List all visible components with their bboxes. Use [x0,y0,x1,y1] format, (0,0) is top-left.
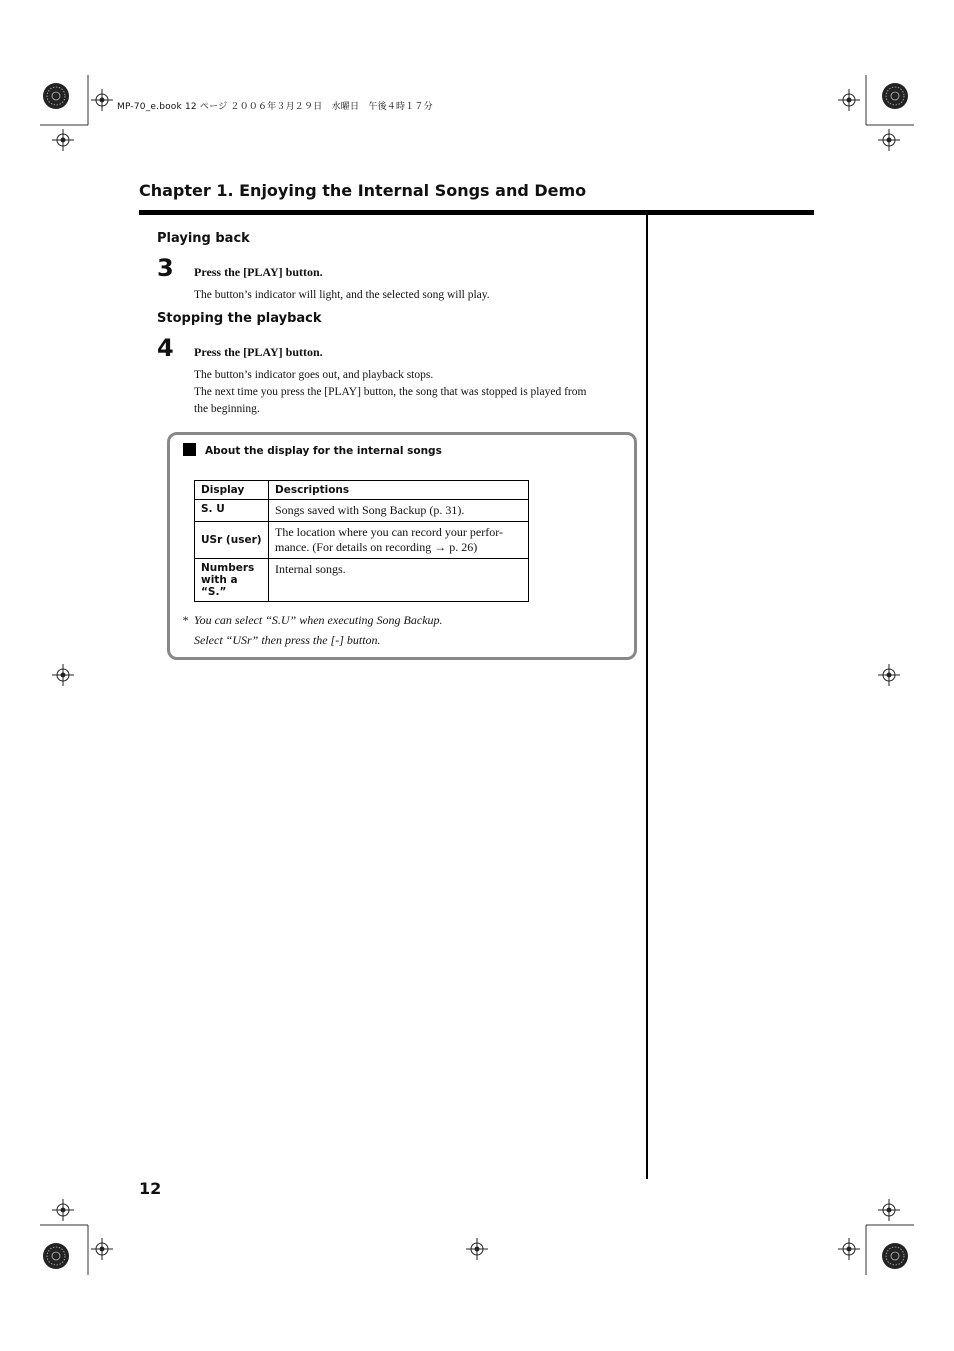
table-cell-display: USr (user) [195,522,269,559]
page-number: 12 [139,1179,162,1198]
body-line: the beginning. [194,403,260,415]
body-line: The button’s indicator will light, and the selected song will play. [194,289,490,301]
step-number: 3 [157,254,174,282]
display-line: with a “S.” [201,574,238,598]
print-header: MP-70_e.book 12 ページ ２００６年３月２９日 水曜日 午後４時１７分 [117,102,433,112]
step-instruction: Press the [PLAY] button. [194,345,323,359]
note-title: About the display for the internal songs [205,445,442,457]
display-table [194,480,529,602]
chapter-title: Chapter 1. Enjoying the Internal Songs and Demo [139,181,587,200]
section-heading-playing-back: Playing back [157,231,250,246]
body-line: The next time you press the [PLAY] button, the song that was stopped is played from [194,386,587,398]
step-description [194,287,634,304]
footnote-line: You can select “S.U” when executing Song Backup. [194,613,443,627]
description-line: mance. (For details on recording → p. 26) [275,540,478,554]
column-divider [646,215,648,1179]
step-instruction: Press the [PLAY] button. [194,265,323,279]
square-bullet-icon [183,443,196,456]
step-number: 4 [157,334,174,362]
table-row [195,522,529,559]
table-cell-description [269,522,529,559]
body-line: The button’s indicator goes out, and playback stops. [194,369,434,381]
step-description [194,367,634,418]
chapter-rule [139,210,814,215]
table-row [195,500,529,522]
table-cell-display [195,559,269,602]
table-header-row [195,481,529,500]
table-cell-description: Internal songs. [269,559,529,602]
table-cell-display: S. U [195,500,269,522]
table-header-cell: Descriptions [269,481,529,500]
table-row [195,559,529,602]
section-heading-stopping-playback: Stopping the playback [157,311,322,326]
table-header-cell: Display [195,481,269,500]
display-line: Numbers [201,562,255,574]
description-line: The location where you can record your perfor- [275,525,503,539]
footnote-line: Select “USr” then press the [-] button. [194,633,381,647]
footnote-marker: * [182,613,188,627]
table-cell-description: Songs saved with Song Backup (p. 31). [269,500,529,522]
